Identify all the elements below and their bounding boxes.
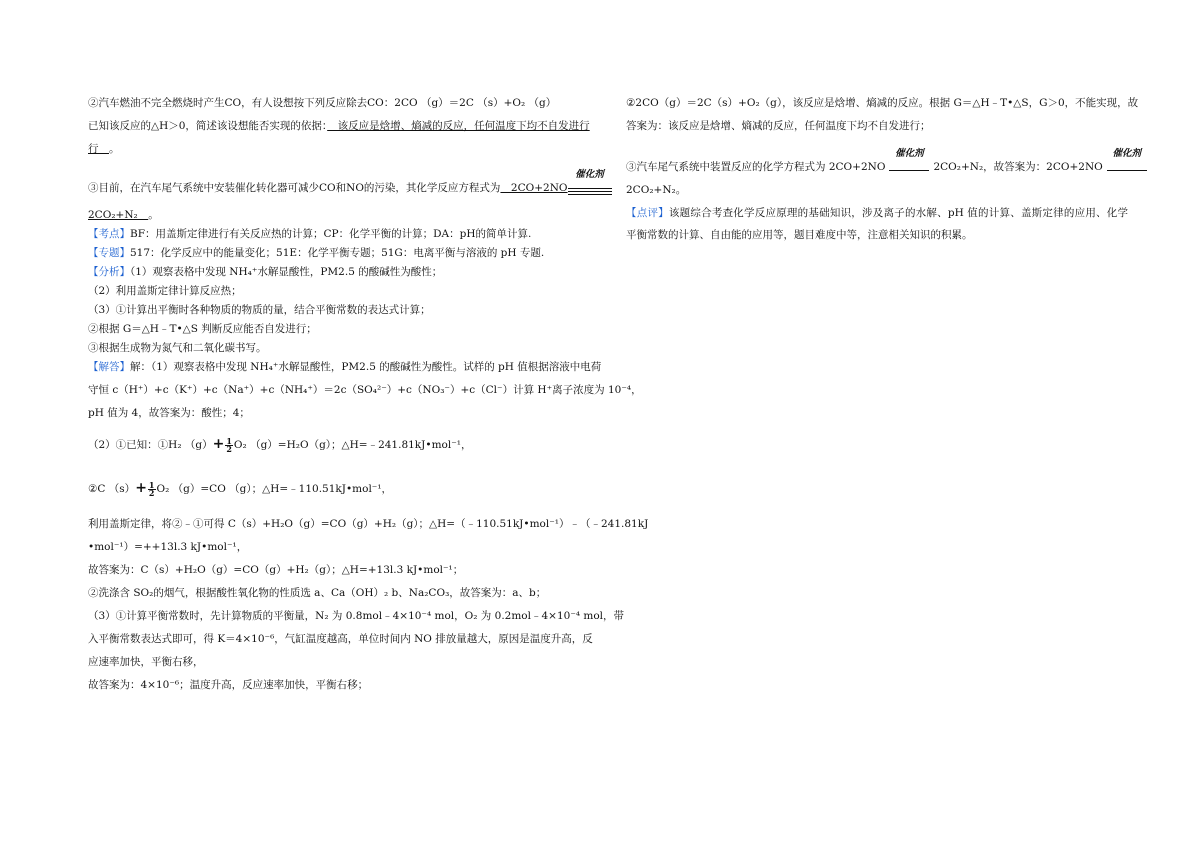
text: ②洗涤含 SO₂的烟气，根据酸性氧化物的性质选 a、Ca（OH）₂ b、Na₂CO₃，故答案为：a、b； (88, 587, 547, 599)
text: ③目前，在汽车尾气系统中安装催化转化器可减少CO和NO的污染，其化学反应方程式为 (88, 182, 501, 194)
question-line-catalyst (88, 169, 618, 196)
zhuanti-line (88, 246, 618, 261)
fraction-half (225, 435, 233, 454)
text: •mol⁻¹）=++13l.3 kJ•mol⁻¹， (88, 541, 248, 553)
text: 故答案为：C（s）+H₂O（g）=CO（g）+H₂（g）；△H=+13l.3 kJ•mol⁻¹； (88, 564, 464, 576)
question-line-co-decomposition (88, 96, 618, 111)
equilibrium-line (88, 678, 618, 693)
answer-line-products (88, 208, 618, 223)
jieda-line (88, 406, 618, 421)
jieda-line (88, 360, 618, 375)
text: 该题综合考查化学反应原理的基础知识，涉及离子的水解、pH 值的计算、盖斯定律的应用、化学平衡常数的计算、自由能的应用等，题目难度中等，注意相关知识的积累。 (626, 207, 1129, 241)
text: ②汽车燃油不完全燃烧时产生CO，有人设想按下列反应除去CO：2CO （g）＝2C （s）+O₂ （g） (88, 97, 557, 109)
fenxi-line (88, 284, 618, 299)
catalyst-label: 催化剂 (575, 169, 604, 180)
text: （2）利用盖斯定律计算反应热； (88, 285, 242, 297)
numerator: 1 (148, 479, 155, 490)
plus-sign: + (212, 436, 225, 452)
plus-sign: + (135, 480, 147, 496)
text: 守恒 c（H⁺）+c（K⁺）+c（Na⁺）+c（NH₄⁺）＝2c（SO₄²⁻）+c（NO₃⁻）+c（Cl⁻）计算 H⁺离子浓度为 10⁻⁴， (88, 384, 642, 396)
fenxi-tag: 【分析】 (88, 266, 130, 278)
text: 利用盖斯定律，将②﹣①可得 C（s）+H₂O（g）=CO（g）+H₂（g）；△H=（﹣110.51kJ•mol⁻¹）﹣（﹣241.81kJ (88, 518, 649, 530)
dianping-tag: 【点评】 (626, 207, 669, 219)
equilibrium-line (88, 632, 618, 647)
kaodian-line (88, 227, 618, 242)
text: 2CO₂+N₂。 (626, 184, 687, 196)
text: ②2CO（g）＝2C（s）+O₂（g），该反应是焓增、熵减的反应。根据 G＝△H﹣T•△S，G＞0，不能实现，故 (626, 97, 1139, 109)
text: ②根据 G＝△H﹣T•△S 判断反应能否自发进行； (88, 323, 317, 335)
equation-h2-line (88, 437, 618, 453)
text: 入平衡常数表达式即可，得 K＝4×10⁻⁶，气缸温度越高，单位时间内 NO 排放量越大，原因是温度升高，反 (88, 633, 593, 645)
text: ②C （s） (88, 483, 136, 495)
so2-line (88, 586, 618, 601)
text: BF：用盖斯定律进行有关反应热的计算；CP：化学平衡的计算；DA：pH的简单计算. (130, 228, 532, 240)
fenxi-line (88, 322, 618, 337)
denominator: 2 (226, 443, 232, 454)
text: （3）①计算平衡常数时，先计算物质的平衡量，N₂ 为 0.8mol﹣4×10⁻⁴ mol，O₂ 为 0.2mol﹣4×10⁻⁴ mol，带 (88, 610, 625, 622)
text: 答案为：该反应是焓增、熵减的反应，任何温度下均不自发进行； (626, 120, 931, 132)
fraction-half (148, 479, 156, 498)
text: （2）①已知：①H₂ （g） (88, 439, 213, 451)
numerator: 1 (226, 435, 232, 446)
fenxi-line (88, 303, 618, 318)
answer-line-feasibility (88, 119, 618, 134)
text: pH 值为 4，故答案为：酸性；4； (88, 407, 250, 419)
text: O₂ （g）=H₂O（g）；△H=﹣241.81kJ•mol⁻¹， (233, 439, 472, 451)
jieda-line (88, 383, 642, 398)
catalyst-label: 催化剂 (1112, 148, 1142, 159)
catalyst-label: 催化剂 (895, 148, 924, 159)
text: 解：（1）观察表格中发现 NH₄⁺水解显酸性，PM2.5 的酸碱性为酸性。试样的 pH 值根据溶液中电荷 (130, 361, 602, 373)
text: 2CO₂+N₂，故答案为：2CO+2NO (933, 161, 1103, 173)
answer-line-continued (88, 142, 618, 157)
text: ③汽车尾气系统中装置反应的化学方程式为 2CO+2NO (626, 161, 886, 173)
text: 故答案为：4×10⁻⁶；温度升高，反应速率加快，平衡右移； (88, 679, 369, 691)
hess-line (88, 540, 618, 555)
text: 应速率加快，平衡右移， (88, 656, 204, 668)
text: （3）①计算出平衡时各种物质的物质的量，结合平衡常数的表达式计算； (88, 304, 431, 316)
jieda-tag: 【解答】 (88, 361, 130, 373)
hess-line (88, 517, 649, 532)
equilibrium-line (88, 609, 625, 624)
right-column (626, 96, 1142, 246)
answer-blank: 行 (88, 143, 109, 155)
catalyst-arrow (1107, 148, 1147, 175)
equation-c-line (88, 481, 618, 497)
text: ③根据生成物为氮气和二氧化碳书写。 (88, 342, 267, 354)
right-answer-line (626, 96, 1139, 111)
text: 517：化学反应中的能量变化；51E：化学平衡专题；51G：电离平衡与溶液的 pH 专题. (130, 247, 545, 259)
text: 。 (109, 143, 120, 155)
catalyst-arrow (568, 169, 612, 196)
fenxi-line (88, 265, 618, 280)
denominator: 2 (148, 487, 155, 498)
answer-blank: 2CO₂+N₂ (88, 209, 149, 221)
answer-blank: 该反应是焓增、熵减的反应，任何温度下均不自发进行 (327, 120, 590, 132)
kaodian-tag: 【考点】 (88, 228, 130, 240)
text: 。 (148, 209, 159, 221)
text: （1）观察表格中发现 NH₄⁺水解显酸性，PM2.5 的酸碱性为酸性； (130, 266, 443, 278)
right-answer-line (626, 183, 1128, 198)
text: O₂ （g）=CO （g）；△H=﹣110.51kJ•mol⁻¹， (156, 483, 393, 495)
dianping-paragraph (626, 202, 1128, 246)
catalyst-arrow (889, 148, 929, 175)
fenxi-line (88, 341, 618, 356)
right-catalyst-line (626, 148, 1142, 175)
hess-line (88, 563, 618, 578)
right-answer-line (626, 119, 1128, 134)
zhuanti-tag: 【专题】 (88, 247, 130, 259)
answer-blank: 2CO+2NO (500, 182, 568, 194)
text: 已知该反应的△H＞0，简述该设想能否实现的依据： (88, 120, 328, 132)
equilibrium-line (88, 655, 618, 670)
